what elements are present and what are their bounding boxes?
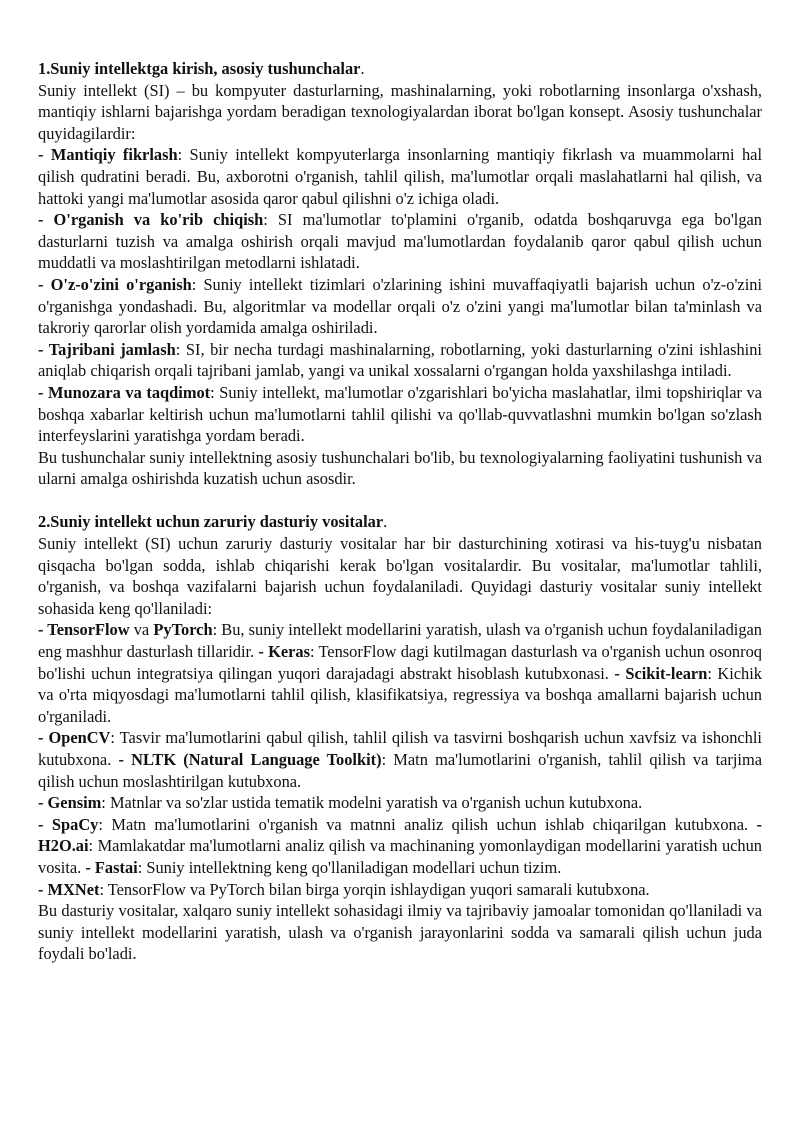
document-page: [38, 58, 762, 965]
section-1-intro: Suniy intellekt (SI) – bu kompyuter dasturlarning, mashinalarning, yoki robotlarning insonlarga o'xshash, mantiqiy ishlarni bajarishga yordam beradigan texnologiyalardan iborat bo'lgan konsept. Asosiy tushunchalar quyidagilardir:: [38, 80, 762, 143]
tool-name: - Scikit-learn: [614, 663, 708, 683]
tool-name: - Gensim: [38, 793, 102, 813]
tool-name: - SpaCy: [38, 814, 99, 834]
section-2-heading: 2.Suniy intellekt uchun zaruriy dasturiy vositalar.: [38, 512, 388, 532]
tool-name: - TensorFlow: [38, 620, 130, 640]
section-1-title: 1.Suniy intellektga kirish, asosiy tushunchalar: [38, 59, 361, 78]
section-1-heading: 1.Suniy intellektga kirish, asosiy tushunchalar.: [38, 59, 365, 78]
tool-name: - MXNet: [38, 879, 100, 899]
section-2-conclusion: Bu dasturiy vositalar, xalqaro suniy intellekt sohasidagi ilmiy va tajribaviy jamoalar tomonidan qo'llaniladi va suniy intellekt modellarini yaratish, ulash va o'rganish jarayonlarini sodda va samarali qilish uchun juda foydali bo'ladi.: [38, 901, 762, 964]
item-term: - Mantiqiy fikrlash: [38, 145, 178, 165]
section-2-title: 2.Suniy intellekt uchun zaruriy dasturiy vositalar: [38, 512, 384, 532]
item-term: - Tajribani jamlash: [38, 339, 176, 359]
tools-paragraph: - SpaCy: Matn ma'lumotlarini o'rganish va matnni analiz qilish uchun ishlab chiqarilgan kutubxona. - H2O.ai: Mamlakatdar ma'lumotlarni analiz qilish va machinaning yomonlaydigan modellarini yaratish uchun vosita. - Fastai: Suniy intellektning keng qo'llaniladigan modellari uchun tizim.: [38, 814, 763, 877]
section-2-intro: Suniy intellekt (SI) uchun zaruriy dasturiy vositalar har bir dasturchining xotirasi va his-tuyg'u nisbatan qisqacha bo'lgan sodda, ishlab chiqarishi kerak bo'lgan vositalardir. Bu vositalar, ma'lumotlar tahlili, o'rganish, va boshqa vazifalarni bajarish uchun foydalaniladi. Quyidagi dasturiy vositalar suniy intellekt sohasida keng qo'llaniladi:: [38, 534, 762, 618]
tool-name: PyTorch: [153, 620, 213, 640]
tools-paragraph: - TensorFlow va PyTorch: Bu, suniy intellekt modellarini yaratish, ulash va o'rganish uchun foydalaniladigan eng mashhur dasturlash tillaridir. - Keras: TensorFlow dagi kutilmagan dasturlash va o'rganish uchun osonroq bo'lishi uchun integratsiya qilingan yuqori darajadagi abstrakt hisoblash kutubxonasi. - Scikit-learn: Kichik va o'rta miqyosdagi ma'lumotlarni tahlil qilish, klasifikatsiya, regressiya va boshqa amallarni bajarish uchun o'rganiladi.: [38, 620, 762, 726]
section-1-item: - Mantiqiy fikrlash: Suniy intellekt kompyuterlarga insonlarning mantiqiy fikrlash va muammolarni hal qilish qudratini beradi. Bu, axborotni o'rganish, tahlil qilish, ma'lumotlar orqali maslahatlarni hal qilish, va hattoki yangi ma'lumotlar asosida qaror qabul qilishni o'z ichiga oladi.: [38, 145, 762, 208]
tool-name: - H2O.ai: [38, 814, 763, 856]
tool-name: - Fastai: [85, 857, 138, 877]
tools-paragraph: - MXNet: TensorFlow va PyTorch bilan birga yorqin ishlaydigan yuqori samarali kutubxona.: [38, 879, 650, 899]
section-1-item: - Munozara va taqdimot: Suniy intellekt, ma'lumotlar o'zgarishlari bo'yicha maslahatlar, ilmi topshiriqlar va boshqa xabarlar keltirish uchun ma'lumotlarni tahlil qilishi va qo'llab-quvvatlashni mumkin bo'lgan so'zlash interfeyslarini yaratishga yordam beradi.: [38, 382, 762, 446]
item-term: - Munozara va taqdimot: [38, 382, 211, 402]
tool-name: - NLTK (Natural Language Toolkit): [118, 750, 382, 769]
item-term: - O'rganish va ko'rib chiqish: [38, 210, 264, 230]
tools-paragraph: - Gensim: Matnlar va so'zlar ustida tematik modelni yaratish va o'rganish uchun kutubxona.: [38, 793, 643, 813]
tools-paragraph: - OpenCV: Tasvir ma'lumotlarini qabul qilish, tahlil qilish va tasvirni boshqarish uchun xavfsiz va ishonchli kutubxona. - NLTK (Natural Language Toolkit): Matn ma'lumotlarini o'rganish, tahlil qilish va tarjima qilish uchun moslashtirilgan kutubxona.: [38, 728, 763, 791]
section-spacer: [38, 490, 762, 512]
section-1-item: - O'z-o'zini o'rganish: Suniy intellekt tizimlari o'zlarining ishini muvaffaqiyatli bajarish uchun o'z-o'zini o'rganishga yondashadi. Bu, algoritmlar va modellar orqali o'z o'zini yangi ma'lumotlar bilan ta'minlash va takroriy qarorlar olish yordamida amalga oshiriladi.: [38, 274, 762, 338]
tool-name: - OpenCV: [38, 728, 111, 748]
section-1-item: - Tajribani jamlash: SI, bir necha turdagi mashinalarning, robotlarning, yoki dasturlarning o'zini ishlashini aniqlab chiqarish orqali tajribani jamlab, yangi va unikal xossalarni o'rgangan holda yaxshilashga intiladi.: [38, 339, 762, 381]
item-term: - O'z-o'zini o'rganish: [38, 274, 192, 294]
tool-name: - Keras: [258, 642, 310, 662]
section-1-item: - O'rganish va ko'rib chiqish: SI ma'lumotlar to'plamini o'rganib, odatda boshqaruvga ega bo'lgan dasturlarni tuzish va amalga oshirish orqali mavjud ma'lumotlardan foydalanib qaror qabul qilish uchun muddatli va moslashtirilgan metodlarni ishlatadi.: [38, 210, 762, 273]
section-1-conclusion: Bu tushunchalar suniy intellektning asosiy tushunchalari bo'lib, bu texnologiyalarning faoliyatini tushunish va ularni amalga oshirishda kuzatish uchun asosdir.: [38, 447, 762, 489]
